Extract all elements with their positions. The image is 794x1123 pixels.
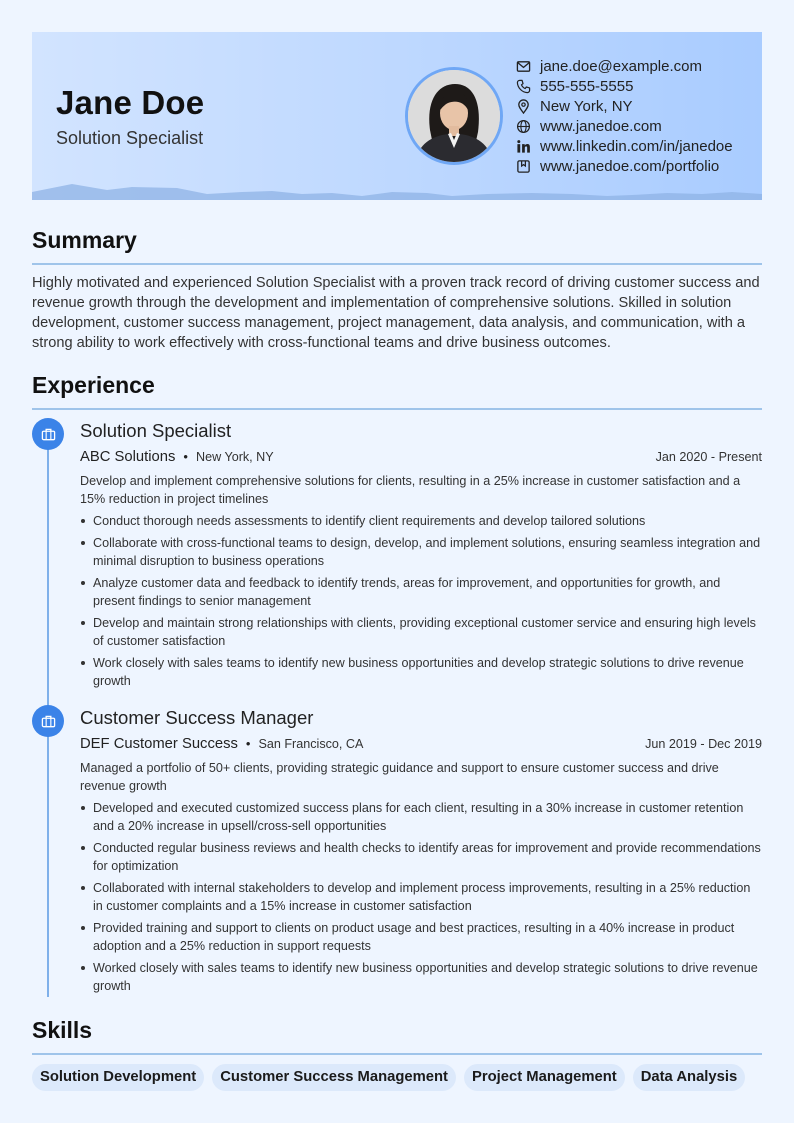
job-bullets: [80, 512, 762, 690]
experience-divider: [32, 408, 762, 410]
contact-email-text: jane.doe@example.com: [540, 57, 702, 75]
summary-heading: Summary: [32, 227, 137, 253]
mail-icon: [516, 59, 531, 74]
company-name: DEF Customer Success: [80, 736, 238, 752]
candidate-name: Jane Doe: [56, 84, 205, 121]
skill-tag: Project Management: [464, 1064, 625, 1091]
job-meta: [80, 444, 762, 470]
skills-heading: Skills: [32, 1017, 93, 1043]
contact-linkedin[interactable]: [516, 136, 733, 156]
job-dates: Jun 2019 - Dec 2019: [645, 737, 762, 751]
summary-text: Highly motivated and experienced Solution Specialist with a proven track record of driving customer success and revenue growth through the development and implementation of comprehensive solutions. Skilled in solution development, customer success management, project management, data analysis, and communication, with a strong ability to work effectively with cross-functional teams and drive business outcomes.: [32, 275, 760, 351]
job-location: San Francisco, CA: [258, 737, 364, 751]
list-item: Develop and maintain strong relationships with clients, providing exceptional customer service and ensuring high levels of customer satisfaction: [80, 614, 762, 650]
linkedin-icon: [516, 139, 531, 154]
phone-icon: [516, 79, 531, 94]
timeline-marker: [32, 418, 64, 450]
resume-header: [32, 32, 762, 200]
globe-icon: [516, 119, 531, 134]
skill-tag: Customer Success Management: [212, 1064, 456, 1091]
list-item: Provided training and support to clients on product usage and best practices, resulting in a 40% increase in product adoption and a 25% reduction in support requests: [80, 919, 762, 955]
list-item: Developed and executed customized success plans for each client, resulting in a 30% increase in customer retention and a 20% increase in upsell/cross-sell opportunities: [80, 799, 762, 835]
portfolio-icon: [516, 159, 531, 174]
candidate-title: Solution Specialist: [56, 128, 204, 148]
company-name: ABC Solutions: [80, 449, 176, 465]
contact-portfolio-text: www.janedoe.com/portfolio: [540, 157, 720, 175]
location-pin-icon: [516, 99, 531, 114]
contact-location: [516, 96, 733, 116]
list-item: Collaborated with internal stakeholders to develop and implement process improvements, resulting in a 25% reduction in customer complaints and a 15% increase in customer satisfaction: [80, 879, 762, 915]
job-dates: Jan 2020 - Present: [655, 450, 762, 464]
summary-divider: [32, 263, 762, 265]
list-item: Analyze customer data and feedback to identify trends, areas for improvement, and opportunities for growth, and present findings to senior management: [80, 574, 762, 610]
contact-phone-text: 555-555-5555: [540, 77, 634, 95]
contact-list: [516, 56, 733, 176]
list-item: Work closely with sales teams to identify new business opportunities and develop strategic solutions to drive revenue growth: [80, 654, 762, 690]
job-bullets: [80, 799, 762, 995]
experience-entry: [80, 705, 762, 999]
skill-tag: Solution Development: [32, 1064, 204, 1091]
skills-list: [32, 1064, 753, 1091]
separator-dot: •: [183, 449, 188, 464]
contact-website-text: www.janedoe.com: [540, 117, 662, 135]
list-item: Conduct thorough needs assessments to identify client requirements and develop tailored solutions: [80, 512, 762, 530]
skill-tag: Data Analysis: [633, 1064, 746, 1091]
skills-divider: [32, 1053, 762, 1055]
contact-portfolio[interactable]: [516, 156, 733, 176]
header-wave-decoration: [32, 180, 762, 200]
job-description: Develop and implement comprehensive solutions for clients, resulting in a 25% increase in customer satisfaction and a 15% reduction in project timelines: [80, 474, 741, 506]
timeline-marker: [32, 705, 64, 737]
job-description: Managed a portfolio of 50+ clients, providing strategic guidance and support to ensure customer success and drive revenue growth: [80, 761, 719, 793]
job-meta: [80, 731, 762, 757]
contact-location-text: New York, NY: [540, 97, 633, 115]
experience-heading: Experience: [32, 372, 155, 398]
job-location: New York, NY: [195, 450, 274, 464]
list-item: Collaborate with cross-functional teams to design, develop, and implement solutions, ensuring seamless integration and minimal disruption to business operations: [80, 534, 762, 570]
list-item: Conducted regular business reviews and health checks to identify areas for improvement and provide recommendations for optimization: [80, 839, 762, 875]
contact-email[interactable]: [516, 56, 733, 76]
contact-linkedin-text: www.linkedin.com/in/janedoe: [540, 137, 733, 155]
profile-photo: [405, 67, 503, 165]
contact-phone[interactable]: [516, 76, 733, 96]
list-item: Worked closely with sales teams to identify new business opportunities and develop strategic solutions to drive revenue growth: [80, 959, 762, 995]
separator-dot: •: [245, 736, 251, 751]
experience-entry: [80, 418, 762, 694]
contact-website[interactable]: [516, 116, 733, 136]
briefcase-icon: [41, 714, 56, 729]
job-title: Solution Specialist: [80, 420, 232, 441]
briefcase-icon: [41, 427, 56, 442]
job-title: Customer Success Manager: [80, 707, 314, 728]
